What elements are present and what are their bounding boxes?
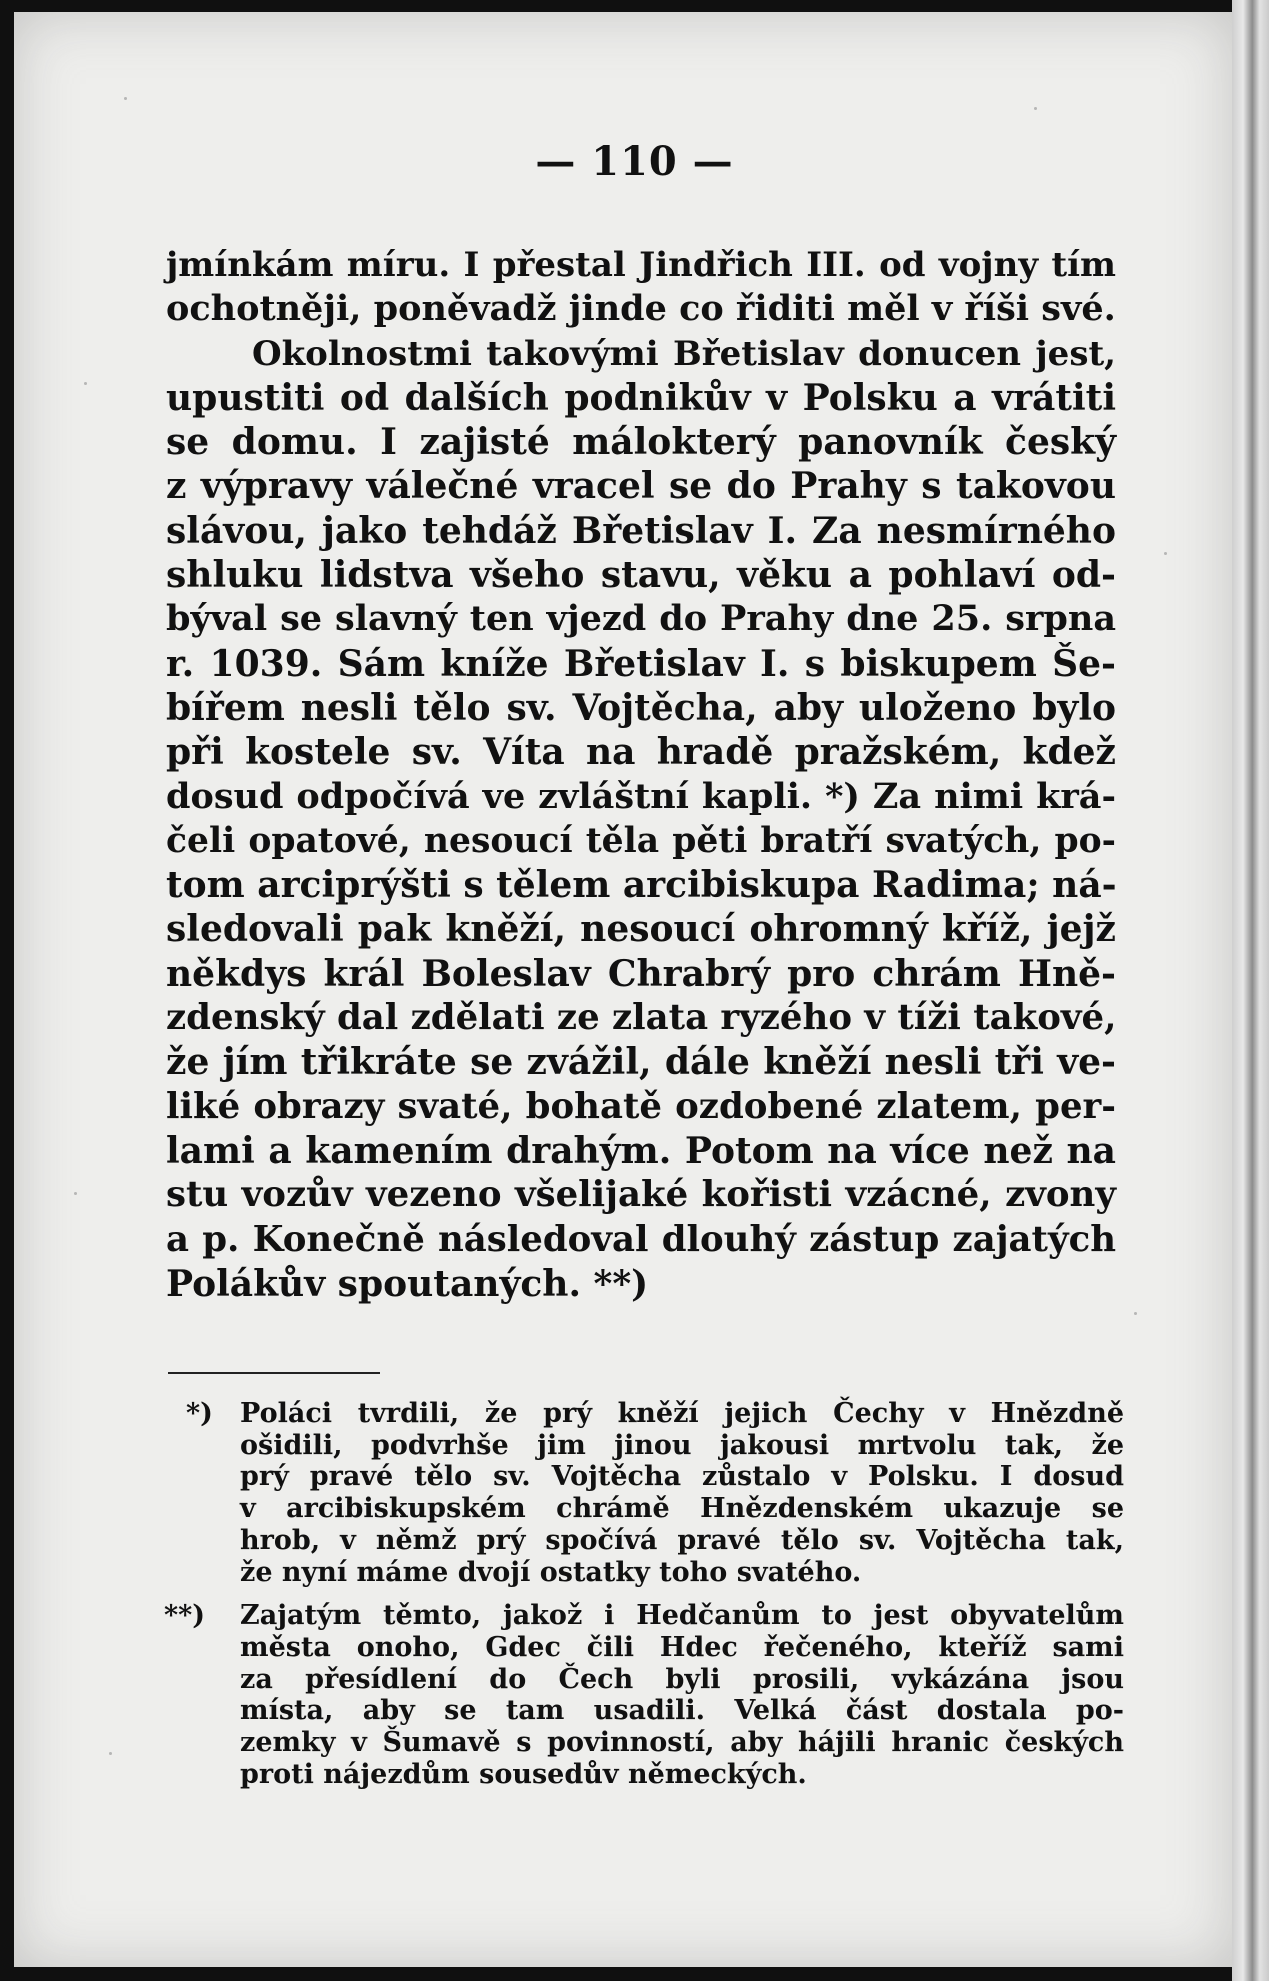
- footnote-line: místa, aby se tam usadili. Velká část dostala po-: [240, 1695, 1124, 1727]
- paper-speck: [109, 1752, 112, 1755]
- text-line: Okolnostmi takovými Břetislav donucen jest,: [252, 333, 1116, 374]
- text-line: tom arciprýšti s tělem arcibiskupa Radima; ná-: [166, 864, 1117, 907]
- paper-speck: [84, 382, 87, 385]
- text-line: někdys král Boleslav Chrabrý pro chrám Hně-: [166, 952, 1116, 995]
- text-line: se domu. I zajisté málokterý panovník český: [166, 421, 1116, 464]
- text-line: stu vozův vezeno všelijaké kořisti vzácné, zvony: [166, 1174, 1116, 1216]
- paper-speck: [1034, 107, 1037, 110]
- text-line: shluku lidstva všeho stavu, věku a pohlaví od-: [166, 554, 1116, 597]
- footnote-line: proti nájezdům sousedův německých.: [240, 1758, 807, 1790]
- text-line: zdenský dal zdělati ze zlata ryzého v tíži takové,: [166, 997, 1117, 1039]
- footnote-line: města onoho, Gdec čili Hdec řečeného, kteříž sami: [240, 1631, 1124, 1663]
- text-line: slávou, jako tehdáž Břetislav I. Za nesmírného: [166, 509, 1116, 552]
- text-line: čeli opatové, nesoucí těla pěti bratří svatých, po-: [166, 820, 1116, 861]
- footnote-text: [240, 1600, 1124, 1790]
- paper-speck: [124, 97, 127, 100]
- footnote-marker: **): [164, 1600, 206, 1632]
- text-line: upustiti od dalších podnikův v Polsku a vrátiti: [166, 376, 1116, 419]
- footnote-divider: [168, 1372, 380, 1374]
- footnote-line: Zajatým těmto, jakož i Hedčanům to jest obyvatelům: [240, 1600, 1124, 1632]
- footnote: [166, 1600, 1124, 1790]
- text-line: bířem nesli tělo sv. Vojtěcha, aby uloženo bylo: [166, 686, 1116, 729]
- footnote-line: že nyní máme dvojí ostatky toho svatého.: [240, 1556, 862, 1588]
- paper-speck: [1134, 1312, 1137, 1315]
- text-line: ochotněji, poněvadž jinde co řiditi měl v říši své.: [166, 288, 1116, 330]
- text-line: r. 1039. Sám kníže Břetislav I. s biskupem Še-: [166, 642, 1116, 685]
- text-line: sledovali pak kněží, nesoucí ohromný kříž, jejž: [166, 908, 1116, 951]
- paper-speck: [1164, 552, 1167, 555]
- footnote-line: za přesídlení do Čech byli prosili, vykázána jsou: [240, 1663, 1124, 1695]
- text-line: při kostele sv. Víta na hradě pražském, kdež: [166, 731, 1116, 774]
- footnotes: [166, 1398, 1124, 1790]
- footnote: [166, 1398, 1124, 1588]
- footnote-text: [240, 1398, 1124, 1588]
- footnote-line: zemky v Šumavě s povinností, aby hájili hranic českých: [240, 1727, 1124, 1759]
- main-text: [166, 243, 1116, 1306]
- text-line: jmínkám míru. I přestal Jindřich III. od vojny tím: [166, 245, 1116, 285]
- footnote-line: Poláci tvrdili, že prý kněží jejich Čechy v Hnězdně: [240, 1398, 1124, 1429]
- book-spine-edge: [1232, 0, 1269, 1981]
- footnote-line: v arcibiskupském chrámě Hnězdenském ukazuje se: [240, 1493, 1124, 1525]
- paper-speck: [74, 1192, 77, 1195]
- footnote-line: hrob, v němž prý spočívá pravé tělo sv. Vojtěcha tak,: [240, 1524, 1124, 1556]
- text-line: Polákův spoutaných. **): [166, 1262, 649, 1305]
- text-line: a p. Konečně následoval dlouhý zástup zajatých: [166, 1218, 1116, 1260]
- text-line: býval se slavný ten vjezd do Prahy dne 25. srpna: [166, 598, 1116, 640]
- text-line: že jím třikráte se zvážil, dále kněží nesli tři ve-: [166, 1041, 1116, 1084]
- text-line: dosud odpočívá ve zvláštní kapli. *) Za nimi krá-: [166, 775, 1116, 817]
- footnote-line: ošidili, podvrhše jim jinou jakousi mrtvolu tak, že: [240, 1429, 1124, 1461]
- text-line: lami a kamením drahým. Potom na více než na: [166, 1129, 1116, 1172]
- footnote-line: prý pravé tělo sv. Vojtěcha zůstalo v Polsku. I dosud: [240, 1461, 1124, 1493]
- footnote-marker: *): [186, 1398, 213, 1429]
- text-line: liké obrazy svaté, bohatě ozdobené zlatem, per-: [166, 1085, 1116, 1127]
- text-line: z výpravy válečné vracel se do Prahy s takovou: [166, 465, 1116, 508]
- page-number: — 110 —: [535, 138, 734, 185]
